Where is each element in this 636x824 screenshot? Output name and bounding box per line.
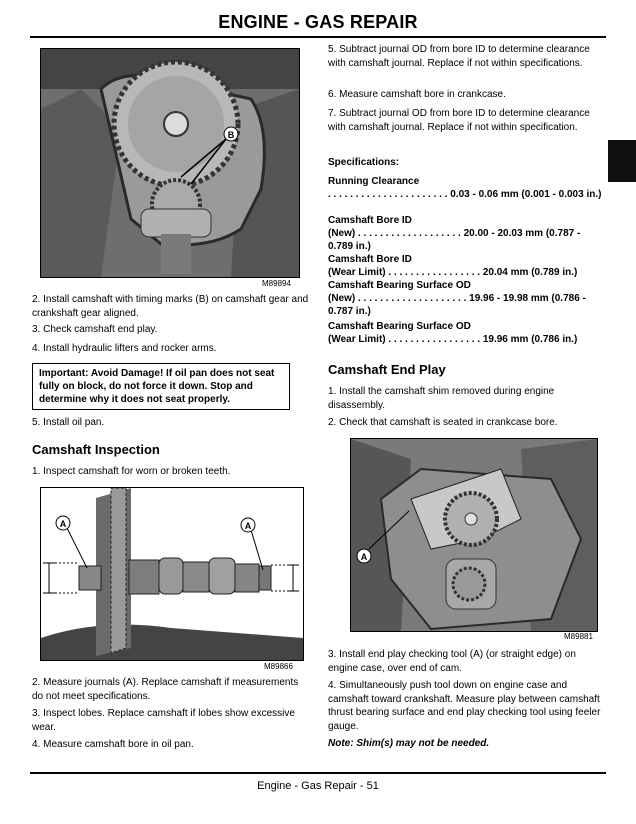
spec-bearing-od-new: Camshaft Bearing Surface OD (New) . . . . . . . . . . . . . . . . . . . . 19.96 - 19.98 mm (0.786 - 0.787 in.): [328, 280, 586, 317]
page-footer: Engine - Gas Repair - 51: [257, 780, 379, 792]
end-play-step-3: 3. Install end play checking tool (A) (or straight edge) on engine case, over end of cam.: [328, 649, 576, 674]
figure-callout-a-right: A: [244, 521, 252, 531]
inspection-step-3: 3. Inspect lobes. Replace camshaft if lobes show excessive wear.: [32, 708, 295, 733]
footer-rule: [30, 772, 606, 774]
spec-bearing-od-wear: Camshaft Bearing Surface OD (Wear Limit) . . . . . . . . . . . . . . . . . 19.96 mm (0.786 in.): [328, 321, 578, 345]
figure-callout-a: A: [360, 552, 368, 562]
inspection-step-2: 2. Measure journals (A). Replace camshaft if measurements do not meet specifications.: [32, 677, 299, 702]
camshaft-inspection-heading: Camshaft Inspection: [32, 442, 160, 457]
step-install-camshaft: 2. Install camshaft with timing marks (B) on camshaft gear and crankshaft gear aligned.: [32, 294, 309, 319]
figure-callout-a-left: A: [59, 519, 67, 529]
shim-note: Note: Shim(s) may not be needed.: [328, 738, 490, 749]
step-check-end-play: 3. Check camshaft end play.: [32, 324, 158, 335]
end-play-tool-photo: [350, 438, 598, 632]
end-play-step-2: 2. Check that camshaft is seated in crankcase bore.: [328, 417, 558, 428]
camshaft-photo: [40, 487, 304, 661]
spec-bore-id-new: Camshaft Bore ID (New) . . . . . . . . . . . . . . . . . . . 20.00 - 20.03 mm (0.787 - 0.789 in.): [328, 215, 581, 252]
important-warning-box: Important: Avoid Damage! If oil pan does not seat fully on block, do not force it down. Stop and determine why it does not seat properly.: [32, 363, 290, 410]
specifications-heading: Specifications:: [328, 157, 400, 168]
section-thumb-tab: [608, 140, 636, 182]
step-measure-crankcase-bore: 6. Measure camshaft bore in crankcase.: [328, 89, 506, 100]
step-install-lifters: 4. Install hydraulic lifters and rocker arms.: [32, 343, 217, 354]
header-rule: [30, 36, 606, 38]
inspection-step-4: 4. Measure camshaft bore in oil pan.: [32, 739, 194, 750]
page-title: ENGINE - GAS REPAIR: [218, 12, 418, 32]
step-subtract-journal-1: 5. Subtract journal OD from bore ID to determine clearance with camshaft journal. Replace if not within specifications.: [328, 44, 590, 69]
spec-running-clearance: Running Clearance . . . . . . . . . . . . . . . . . . . . . . 0.03 - 0.06 mm (0.001 - 0.003 in.): [328, 176, 602, 200]
figure-id: M89894: [262, 279, 291, 288]
camshaft-gear-photo: [40, 48, 300, 278]
step-subtract-journal-2: 7. Subtract journal OD from bore ID to determine clearance with camshaft journal. Replace if not within specification.: [328, 108, 590, 133]
end-play-step-4: 4. Simultaneously push tool down on engine case and camshaft toward crankshaft. Measure play between camshaft thrust bearing surface and end play checking tool using feeler gauge.: [328, 680, 601, 732]
figure-id: M89881: [564, 632, 593, 641]
spec-bore-id-wear: Camshaft Bore ID (Wear Limit) . . . . . . . . . . . . . . . . . 20.04 mm (0.789 in.): [328, 254, 578, 278]
figure-callout-b: B: [227, 130, 235, 140]
step-install-oil-pan: 5. Install oil pan.: [32, 417, 105, 428]
inspection-step-1: 1. Inspect camshaft for worn or broken teeth.: [32, 466, 231, 477]
camshaft-end-play-heading: Camshaft End Play: [328, 362, 446, 377]
figure-id: M89866: [264, 662, 293, 671]
end-play-step-1: 1. Install the camshaft shim removed during engine disassembly.: [328, 386, 555, 411]
